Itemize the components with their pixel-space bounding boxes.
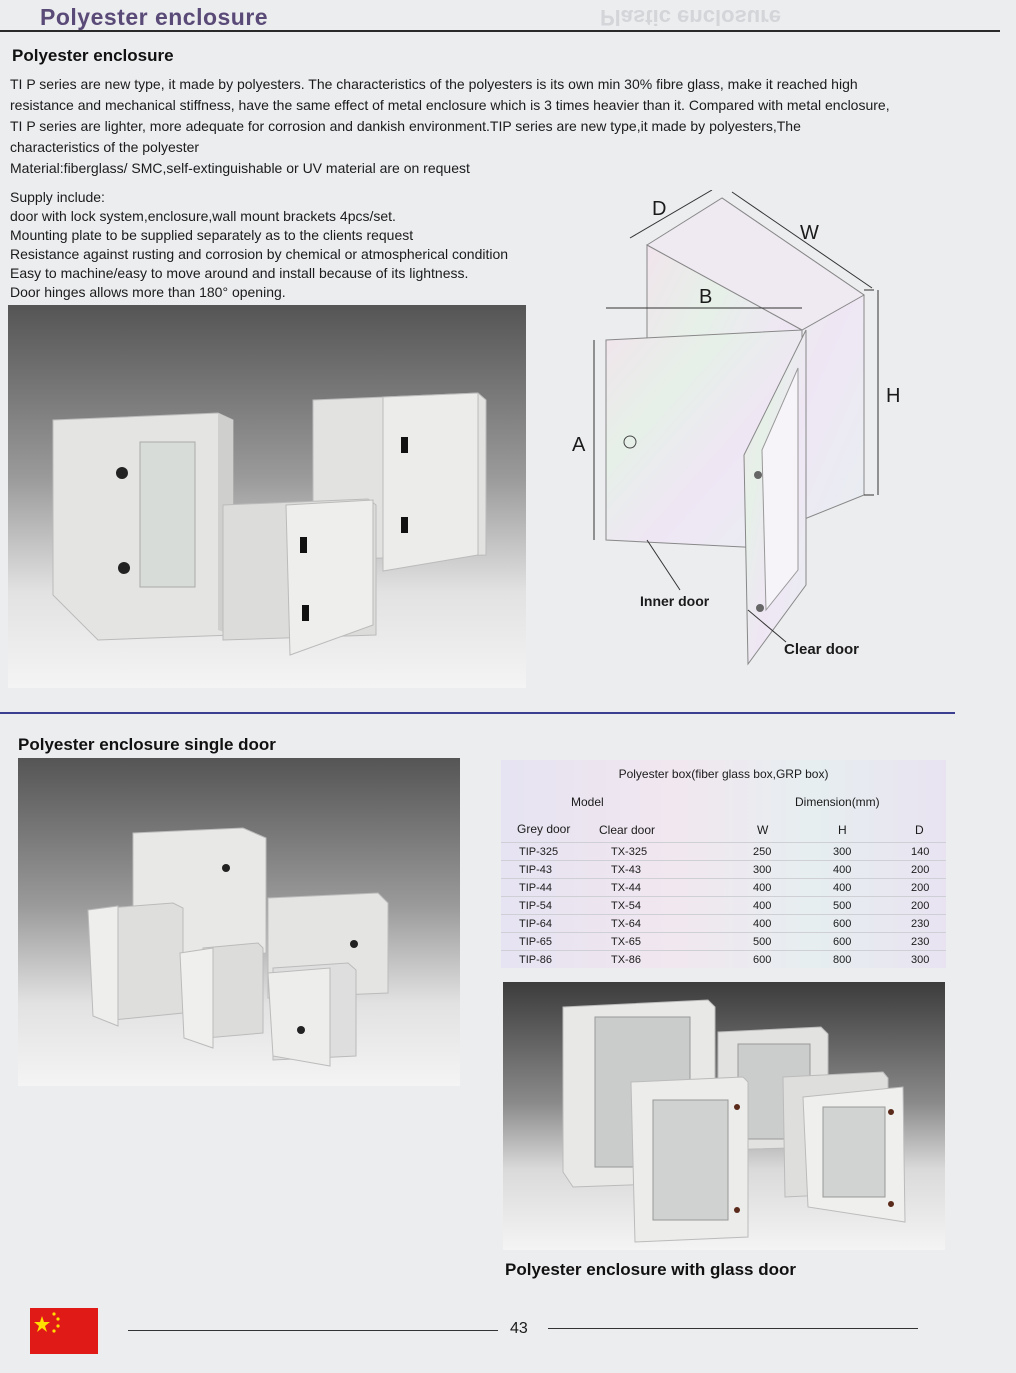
label-clear-door: Clear door (784, 641, 860, 658)
cell-w: 400 (753, 900, 772, 912)
cell-clear-door: TX-43 (611, 864, 641, 876)
section-title-glass-door: Polyester enclosure with glass door (505, 1260, 796, 1279)
table-dimension-header: Dimension(mm) (795, 795, 880, 809)
cell-h: 600 (833, 918, 852, 930)
cell-grey-door: TIP-86 (519, 954, 553, 966)
cell-w: 300 (753, 864, 772, 876)
col-grey-door: Grey door (517, 822, 571, 836)
enclosure-photo-2-art (18, 758, 460, 1086)
cell-w: 250 (753, 846, 772, 858)
cell-h: 800 (833, 954, 852, 966)
enclosure-photo-3-art (503, 982, 945, 1250)
label-b: B (699, 286, 713, 308)
cell-w: 400 (753, 882, 772, 894)
cell-d: 230 (911, 918, 930, 930)
section-title-polyester: Polyester enclosure (12, 46, 174, 65)
table-row (501, 914, 946, 933)
cell-h: 300 (833, 846, 852, 858)
cell-h: 400 (833, 882, 852, 894)
enclosure-photo-2 (18, 758, 460, 1086)
cell-grey-door: TIP-64 (519, 918, 553, 930)
cell-w: 400 (753, 918, 772, 930)
cell-h: 500 (833, 900, 852, 912)
header-rule (0, 30, 1000, 32)
label-h: H (886, 385, 901, 407)
cell-grey-door: TIP-43 (519, 864, 553, 876)
dimension-table (501, 760, 946, 968)
cell-grey-door: TIP-325 (519, 846, 559, 858)
label-inner-door: Inner door (640, 593, 710, 609)
col-h: H (838, 823, 847, 837)
china-flag-icon (30, 1308, 98, 1354)
page-number: 43 (510, 1320, 528, 1337)
supply-item: Supply include: (10, 189, 105, 205)
col-w: W (757, 823, 769, 837)
cell-grey-door: TIP-44 (519, 882, 553, 894)
table-row (501, 842, 946, 861)
dimension-diagram (572, 190, 902, 670)
cell-grey-door: TIP-65 (519, 936, 553, 948)
cell-d: 200 (911, 900, 930, 912)
supply-item: Door hinges allows more than 180° opening. (10, 284, 286, 300)
table-row (501, 950, 946, 969)
intro-line: characteristics of the polyester (10, 139, 200, 155)
cell-d: 230 (911, 936, 930, 948)
cell-clear-door: TX-44 (611, 882, 641, 894)
enclosure-photo-3 (503, 982, 945, 1250)
cell-d: 140 (911, 846, 930, 858)
footer-rule-left (128, 1330, 498, 1331)
ghost-title: Plastic enclosure (600, 5, 781, 30)
cell-d: 200 (911, 864, 930, 876)
dimension-diagram-art (572, 190, 902, 670)
intro-line: TI P series are new type, it made by polyesters. The characteristics of the polyesters is its own min 30% fibre glass, make it reached high (10, 76, 858, 92)
footer-rule-right (548, 1328, 918, 1329)
page-header-title: Polyester enclosure (40, 4, 269, 30)
label-d: D (652, 198, 667, 220)
table-row (501, 932, 946, 951)
supply-list (10, 188, 570, 302)
cell-d: 200 (911, 882, 930, 894)
table-title: Polyester box(fiber glass box,GRP box) (618, 767, 829, 781)
cell-h: 400 (833, 864, 852, 876)
table-row (501, 896, 946, 915)
cell-d: 300 (911, 954, 930, 966)
china-flag (30, 1308, 98, 1354)
cell-clear-door: TX-325 (611, 846, 648, 858)
enclosure-photo-1-art (8, 305, 526, 688)
cell-clear-door: TX-64 (611, 918, 641, 930)
section-divider (0, 712, 955, 714)
col-d: D (915, 823, 924, 837)
section-title-single-door: Polyester enclosure single door (18, 735, 276, 754)
table-row (501, 878, 946, 897)
supply-item: Mounting plate to be supplied separately as to the clients request (10, 227, 414, 243)
cell-grey-door: TIP-54 (519, 900, 553, 912)
cell-w: 600 (753, 954, 772, 966)
enclosure-photo-1 (8, 305, 526, 688)
cell-w: 500 (753, 936, 772, 948)
label-w: W (800, 222, 819, 244)
intro-line: resistance and mechanical stiffness, have the same effect of metal enclosure which is 3 times heavier than it. Compared with metal enclosure, (10, 97, 890, 113)
intro-text (10, 74, 970, 179)
col-clear-door: Clear door (599, 823, 656, 837)
supply-item: Resistance against rusting and corrosion by chemical or atmospherical condition (10, 246, 509, 262)
table-row (501, 860, 946, 879)
cell-clear-door: TX-86 (611, 954, 641, 966)
label-a: A (572, 434, 586, 456)
intro-line: Material:fiberglass/ SMC,self-extinguishable or UV material are on request (10, 160, 470, 176)
cell-h: 600 (833, 936, 852, 948)
table-model-header: Model (571, 795, 604, 809)
intro-line: TI P series are lighter, more adequate for corrosion and dankish environment.TIP series are new type,it made by polyesters,The (10, 118, 801, 134)
supply-item: Easy to machine/easy to move around and install because of its lightness. (10, 265, 469, 281)
supply-item: door with lock system,enclosure,wall mount brackets 4pcs/set. (10, 208, 396, 224)
cell-clear-door: TX-65 (611, 936, 641, 948)
cell-clear-door: TX-54 (611, 900, 641, 912)
